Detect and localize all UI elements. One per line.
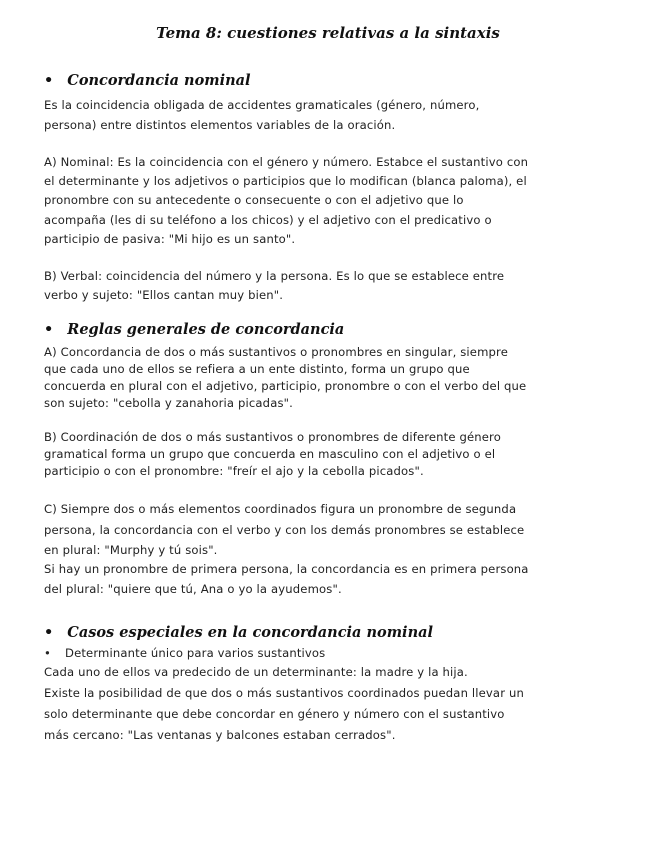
section-heading-concordancia-nominal: • Concordancia nominal <box>44 72 251 89</box>
paragraph-rule-b: B) Coordinación de dos o más sustantivos o pronombres de diferente género gramatical forma un grupo que concuerda en masculino con el adjetivo o el participio o con el pronombre: "freír el ajo y la cebolla picados". <box>44 430 501 478</box>
bullet-icon: • <box>44 646 51 660</box>
paragraph-nominal: A) Nominal: Es la coincidencia con el género y número. Estabce el sustantivo con el determinante y los adjetivos o participios que lo modifican (blanca paloma), el pronombre con su antecedente o consecuente o con el adjetivo que lo acompaña (les di su teléfono a los chicos) y el adjetivo con el predicativo o participio de pasiva: "Mi hijo es un santo". <box>44 155 529 246</box>
bullet-icon: • <box>44 73 54 89</box>
paragraph-rule-c: C) Siempre dos o más elementos coordinados figura un pronombre de segunda persona, la concordancia con el verbo y con los demás pronombres se establece en plural: "Murphy y tú sois". Si hay un pronombre de primera persona, la concordancia es en primera persona del plural: "quiere que tú, Ana o yo la ayudemos". <box>44 502 529 596</box>
paragraph-verbal: B) Verbal: coincidencia del número y la persona. Es lo que se establece entre verbo y sujeto: "Ellos cantan muy bien". <box>44 269 505 302</box>
section-heading-reglas-generales: • Reglas generales de concordancia <box>44 321 345 338</box>
page-title: Tema 8: cuestiones relativas a la sintaxis <box>156 24 500 42</box>
bullet-icon: • <box>44 625 54 641</box>
section-heading-casos-especiales: • Casos especiales en la concordancia nominal <box>44 624 434 641</box>
paragraph-rule-a: A) Concordancia de dos o más sustantivos o pronombres en singular, siempre que cada uno de ellos se refiera a un ente distinto, forma un grupo que concuerda en plural con el adjetivo, participio, pronombre o con el verbo del que son sujeto: "cebolla y zanahoria picadas". <box>44 345 527 410</box>
bullet-icon: • <box>44 322 54 338</box>
paragraph-definition: Es la coincidencia obligada de accidentes gramaticales (género, número, persona) entre distintos elementos variables de la oración. <box>44 98 480 132</box>
subheading-determinante-unico: • Determinante único para varios sustantivos <box>44 646 326 660</box>
paragraph-special-cases: Cada uno de ellos va predecido de un determinante: la madre y la hija. Existe la posibilidad de que dos o más sustantivos coordinados puedan llevar un solo determinante que debe concordar en género y número con el sustantivo más cercano: "Las ventanas y balcones estaban cerrados". <box>44 665 524 742</box>
